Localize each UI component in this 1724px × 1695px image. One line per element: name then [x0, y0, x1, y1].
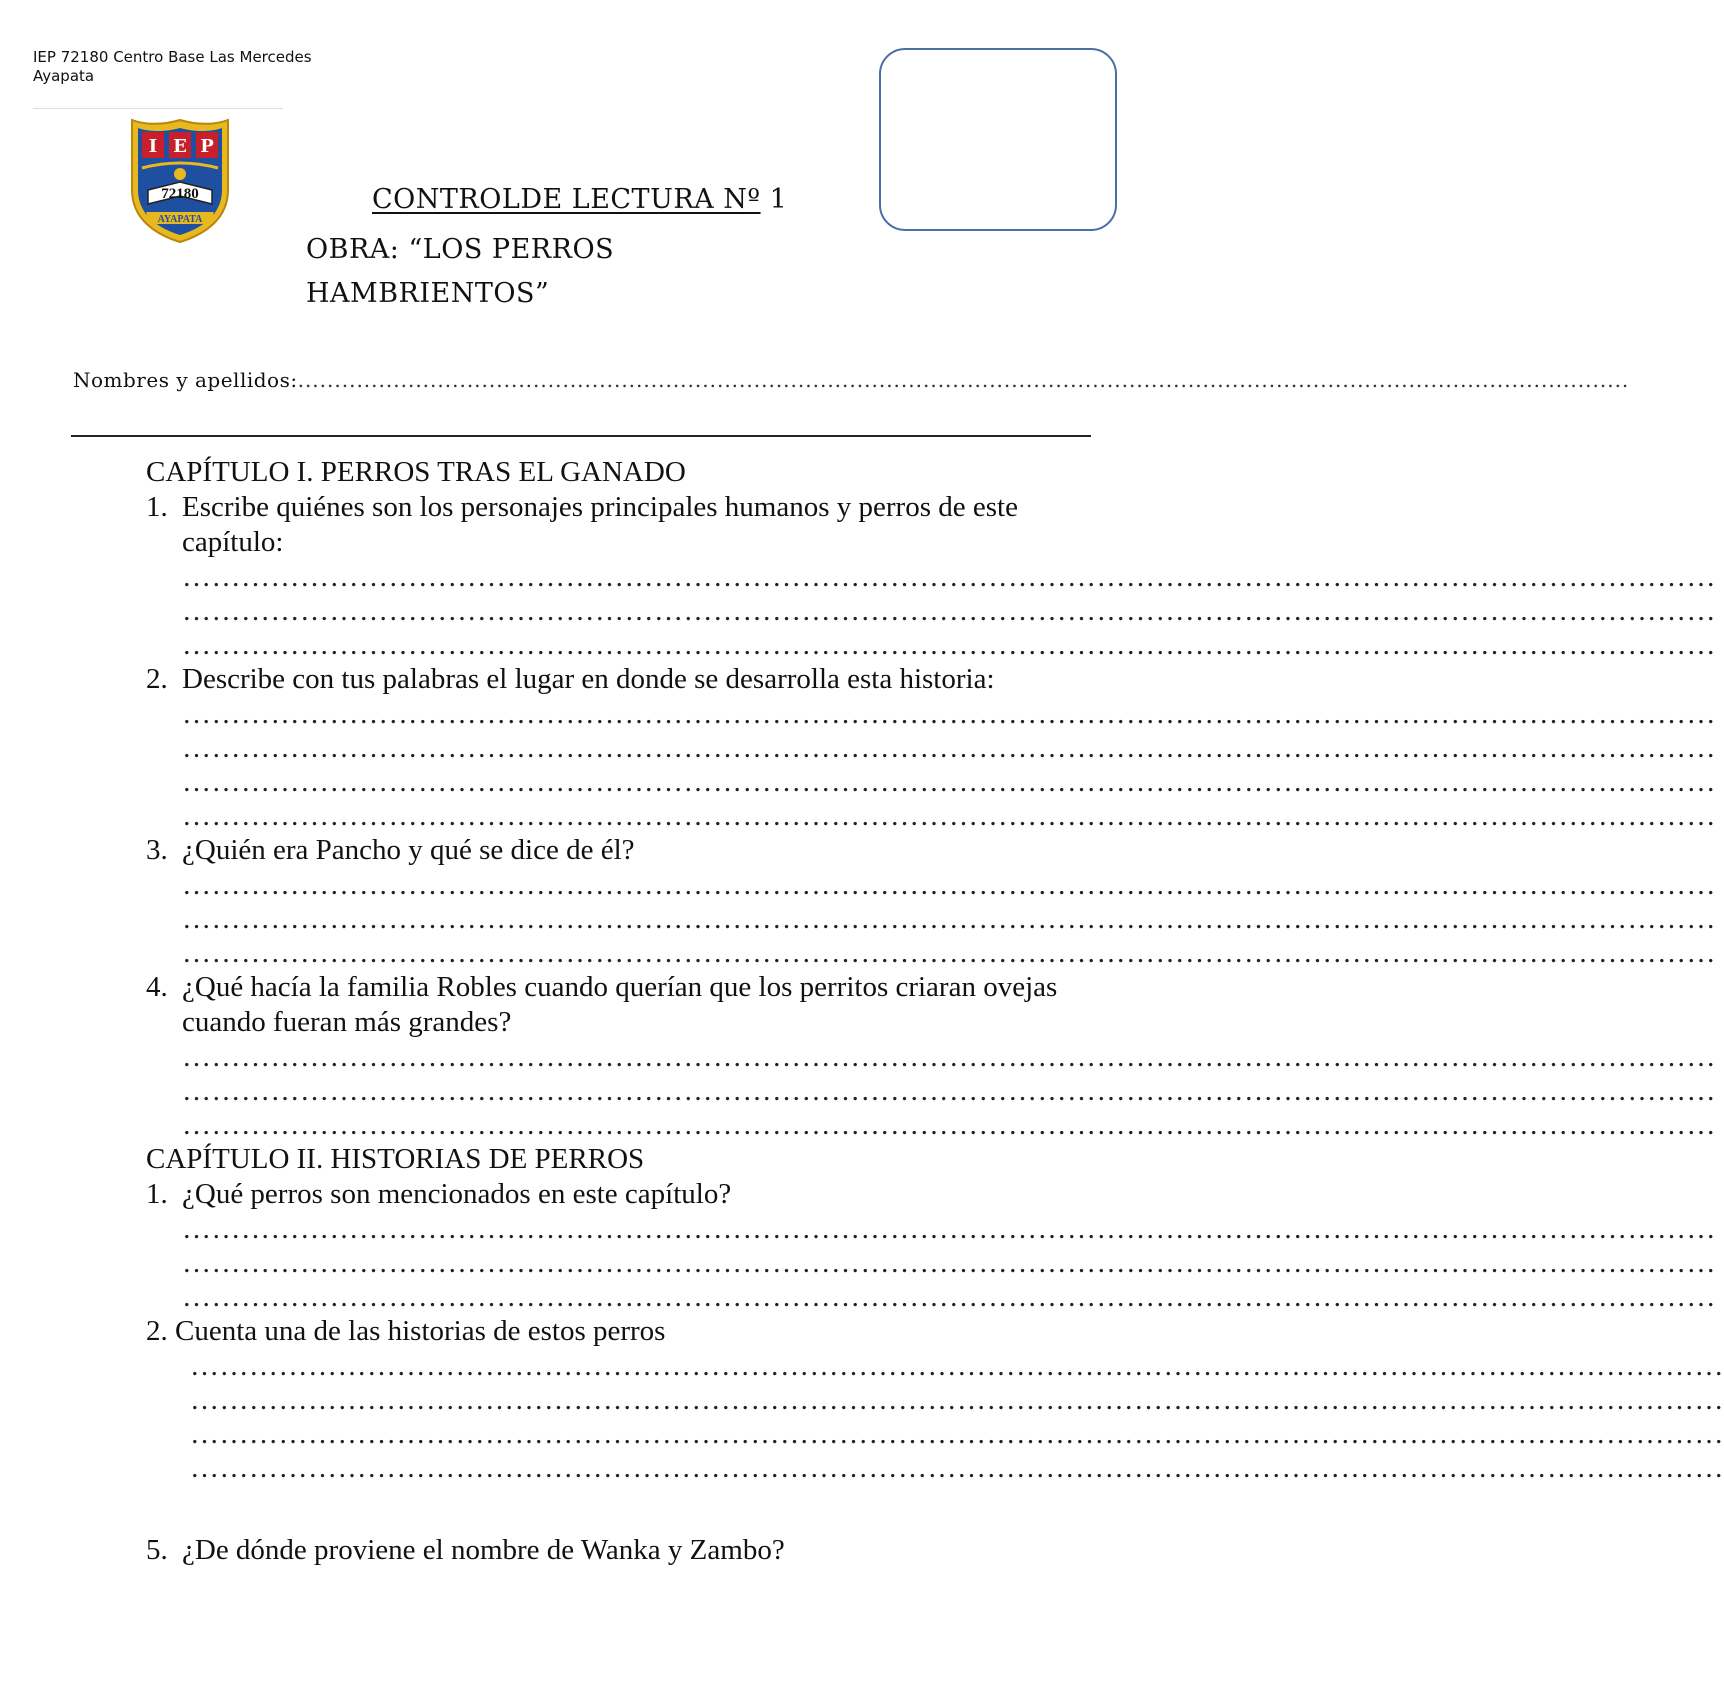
question-number: 3. [146, 834, 168, 866]
answer-line[interactable]: ………………………………………………………………………………………………………………………………………… [182, 629, 1716, 661]
answer-line[interactable]: ………………………………………………………………………………………………………………………………………… [182, 1213, 1716, 1245]
question-text: ¿De dónde proviene el nombre de Wanka y Zambo? [182, 1534, 785, 1566]
answer-line[interactable]: ………………………………………………………………………………………………………………………………………… [182, 732, 1716, 764]
questions-area [146, 455, 1724, 1485]
page-title-number: 1 [769, 184, 788, 215]
answer-line[interactable]: ………………………………………………………………………………………………………………………………………… [190, 1452, 1724, 1484]
answer-line[interactable]: ………………………………………………………………………………………………………………………………………… [182, 595, 1716, 627]
svg-text:I: I [148, 136, 158, 157]
answer-line[interactable]: ………………………………………………………………………………………………………………………………………… [182, 698, 1716, 730]
answer-line[interactable]: ………………………………………………………………………………………………………………………………………… [182, 903, 1716, 935]
question-text: Cuenta una de las historias de estos perros [175, 1315, 666, 1347]
question-number: 1. [146, 1178, 168, 1210]
answer-line[interactable]: ………………………………………………………………………………………………………………………………………… [182, 561, 1716, 593]
chapter-1-title: CAPÍTULO I. PERROS TRAS EL GANADO [146, 456, 686, 488]
question-number: 4. [146, 971, 168, 1003]
page-title-text: CONTROLDE LECTURA Nº [372, 184, 761, 215]
question-2-2 [146, 1314, 1106, 1349]
school-crest-logo [128, 118, 232, 244]
svg-text:P: P [200, 136, 214, 157]
answer-line[interactable]: ………………………………………………………………………………………………………………………………………… [182, 1041, 1716, 1073]
question-2-5 [146, 1533, 785, 1568]
question-text: Describe con tus palabras el lugar en donde se desarrolla esta historia: [182, 663, 995, 695]
svg-text:E: E [173, 136, 187, 157]
question-text: ¿Qué perros son mencionados en este capítulo? [182, 1178, 732, 1210]
answer-line[interactable]: ………………………………………………………………………………………………………………………………………… [182, 1247, 1716, 1279]
student-name-blank[interactable]: ..................................................................................................................................................................................... [297, 368, 1630, 392]
school-name [33, 48, 312, 86]
photo-box [879, 48, 1117, 231]
question-1-4 [146, 970, 1106, 1040]
question-1-1 [146, 490, 1106, 560]
answer-line[interactable]: ………………………………………………………………………………………………………………………………………… [182, 1281, 1716, 1313]
answer-line[interactable]: ………………………………………………………………………………………………………………………………………… [190, 1418, 1724, 1450]
school-name-line2: Ayapata [33, 67, 95, 85]
answer-line[interactable]: ………………………………………………………………………………………………………………………………………… [182, 869, 1716, 901]
question-text: ¿Qué hacía la familia Robles cuando querían que los perritos criaran ovejas cuando fueran más grandes? [182, 971, 1058, 1038]
question-number: 2. [146, 663, 168, 695]
student-name-label: Nombres y apellidos: [73, 368, 298, 392]
question-2-1 [146, 1177, 1106, 1212]
chapter-2-title: CAPÍTULO II. HISTORIAS DE PERROS [146, 1143, 645, 1175]
answer-line[interactable]: ………………………………………………………………………………………………………………………………………… [182, 766, 1716, 798]
book-title-line1: OBRA: “LOS PERROS [306, 234, 615, 265]
question-number: 1. [146, 491, 168, 523]
student-name-field[interactable] [73, 368, 1630, 392]
question-text: ¿Quién era Pancho y qué se dice de él? [182, 834, 635, 866]
answer-line[interactable]: ………………………………………………………………………………………………………………………………………… [182, 1075, 1716, 1107]
section-divider [71, 435, 1091, 437]
logo-number: 72180 [161, 186, 199, 202]
answer-line[interactable]: ………………………………………………………………………………………………………………………………………… [190, 1350, 1724, 1382]
question-number: 2. [146, 1315, 168, 1347]
answer-line[interactable]: ………………………………………………………………………………………………………………………………………… [182, 800, 1716, 832]
question-text: Escribe quiénes son los personajes principales humanos y perros de este capítulo: [182, 491, 1018, 558]
book-title [306, 228, 614, 316]
header-divider [33, 108, 283, 109]
answer-line[interactable]: ………………………………………………………………………………………………………………………………………… [182, 1109, 1716, 1141]
svg-text:AYAPATA: AYAPATA [157, 214, 203, 225]
question-1-2 [146, 662, 1106, 697]
answer-line[interactable]: ………………………………………………………………………………………………………………………………………… [190, 1384, 1724, 1416]
page-title [372, 184, 787, 215]
question-1-3 [146, 833, 1106, 868]
school-name-line1: IEP 72180 Centro Base Las Mercedes [33, 48, 312, 66]
answer-line[interactable]: ………………………………………………………………………………………………………………………………………… [182, 937, 1716, 969]
question-number: 5. [146, 1534, 168, 1566]
book-title-line2: HAMBRIENTOS” [306, 278, 550, 309]
